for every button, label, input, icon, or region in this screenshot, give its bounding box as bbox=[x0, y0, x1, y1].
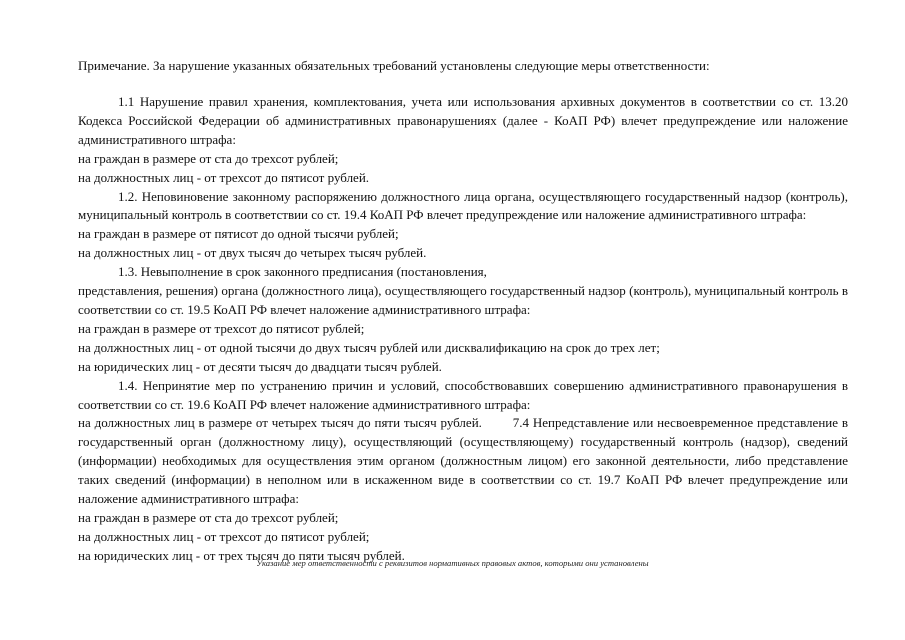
document-page bbox=[78, 58, 852, 566]
penalty-line: на юридических лиц - от десяти тысяч до двадцати тысяч рублей. bbox=[78, 358, 442, 374]
paragraph-1-3-first-line: 1.3. Невыполнение в срок законного предписания (постановления, bbox=[118, 264, 487, 280]
penalty-line: на должностных лиц - от одной тысячи до двух тысяч рублей или дисквалификацию на срок до трех лет; bbox=[78, 339, 660, 355]
penalty-line: на должностных лиц - от двух тысяч до четырех тысяч рублей. bbox=[78, 245, 427, 261]
paragraph-7-4: на должностных лиц в размере от четырех тысяч до пяти тысяч рублей. 7.4 Непредставление или несвоевременное представление в государственный орган (должностному лицу), осуществляющий (осуществляющему) государственный контроль (надзор), сведений (информации) необходимых для осуществления этим органом (должностным лицом) его законной деятельности, либо представление таких сведений (информации) в неполном или в искаженном виде в соответствии со ст. 19.7 КоАП РФ влечет предупреждение или наложение административного штрафа: bbox=[78, 415, 852, 507]
paragraph-1-1: 1.1 Нарушение правил хранения, комплектования, учета или использования архивных документов в соответствии со ст. 13.20 Кодекса Российской Федерации об административных правонарушениях (далее - КоАП РФ) влечет предупреждение или наложение административного штрафа: bbox=[78, 94, 848, 147]
penalty-line: на граждан в размере от ста до трехсот рублей; bbox=[78, 509, 339, 525]
penalty-line: на должностных лиц - от трехсот до пятисот рублей; bbox=[78, 528, 370, 544]
penalty-line: на должностных лиц - от трехсот до пятисот рублей. bbox=[78, 169, 370, 185]
paragraph-1-3: представления, решения) органа (должностного лица), осуществляющего государственный надзор (контроль), муниципальный контроль в соответствии со ст. 19.5 КоАП РФ влечет наложение административного штрафа: bbox=[78, 283, 848, 317]
penalty-line: на юридических лиц - от трех тысяч до пяти тысяч рублей. bbox=[78, 547, 405, 563]
paragraph-1-2: 1.2. Неповиновение законному распоряжению должностного лица органа, осуществляющего государственный надзор (контроль), муниципальный контроль в соответствии со ст. 19.4 КоАП РФ влечет предупреждение или наложение административного штрафа: bbox=[78, 188, 848, 223]
penalty-line: на граждан в размере от ста до трехсот рублей; bbox=[78, 150, 339, 166]
paragraph-1-4: 1.4. Непринятие мер по устранению причин и условий, способствовавших совершению административного правонарушения в соответствии со ст. 19.6 КоАП РФ влечет наложение административного штрафа: bbox=[78, 377, 848, 412]
document-body bbox=[78, 93, 852, 566]
penalty-line: на граждан в размере от пятисот до одной тысячи рублей; bbox=[78, 226, 399, 242]
penalty-line: на граждан в размере от трехсот до пятисот рублей; bbox=[78, 320, 365, 336]
footer-note: Указание мер ответственности с реквизитов нормативных правовых актов, которыми они установлены bbox=[256, 558, 649, 568]
note-heading: Примечание. За нарушение указанных обязательных требований установлены следующие меры ответственности: bbox=[78, 58, 710, 73]
